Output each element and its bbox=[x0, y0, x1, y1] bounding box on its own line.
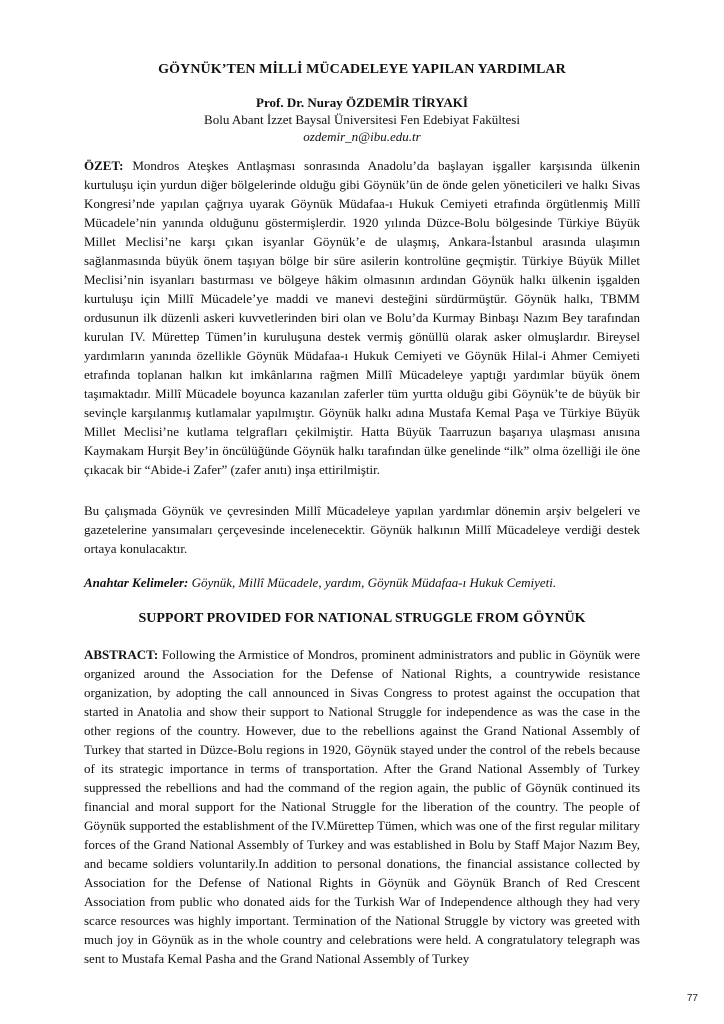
ozet-text: Mondros Ateşkes Antlaşması sonrasında Anadolu’da başlayan işgaller karşısında ülkenin kurtuluşu için yurdun diğer bölgelerinde olduğu gibi Göynük’ün de önde gelen yöneticileri ve halkı Sivas Kongresi’nde yapılan çağrıya uyarak Göynük Müdafaa-ı Hukuk Cemiyeti etrafında örgütlenmiş Millî Mücadele’nin yanında olduğunu göstermişlerdir. 1920 yılında Düzce-Bolu bölgesinde Türkiye Büyük Millet Meclisi’ne karşı çıkan isyanlar Göynük’e de ulaşmış, Ankara-İstanbul arasında ulaşımın sağlanmasında büyük önem taşıyan bölge bir süre asilerin kontrolüne geçmiştir. Türkiye Büyük Millet Meclisi’nin isyanları bastırması ve bölgeye hâkim olmasının ardından Göynük halkı ülkenin işgalden kurtuluşu için Millî Mücadele’ye maddi ve manevi desteğini sürdürmüştür. Göynük halkı, TBMM ordusunun ilk düzenli askeri kuvvetlerinden biri olan ve Bolu’da Kurmay Binbaşı Nazım Bey tarafından kurulan IV. Mürettep Tümen’in kuruluşuna destek vermiş gönüllü olarak asker olmuşlardır. Bireysel yardımların yanında özellikle Göynük Müdafaa-ı Hukuk Cemiyeti ve Göynük Hilal-i Ahmer Cemiyeti etrafında toplanan halkın kıt imkânlarına rağmen Millî Mücadeleye yaptığı yardımlar büyük önem taşımaktadır. Millî Mücadele boyunca kazanılan zaferler tüm yurtta olduğu gibi Göynük’te de büyük bir sevinçle karşılanmış kutlamalar yapılmıştır. Göynük halkı adına Mustafa Kemal Paşa ve Türkiye Büyük Millet Meclisi’ne kutlama telgrafları çekilmiştir. Hatta Büyük Taarruzun başarıya ulaşması anısına Kaymakam Hurşit Bey’in öncülüğünde Göynük halkı tarafından ülke genelinde “ilk” olma özelliği ile öne çıkacak bir “Abide-i Zafer” (zafer anıtı) inşa ettirilmiştir. bbox=[84, 158, 640, 477]
paper-page bbox=[84, 62, 640, 968]
ozet-label: ÖZET: bbox=[84, 158, 124, 173]
abstract-text: Following the Armistice of Mondros, prominent administrators and public in Göynük were organized around the Association for the Defense of National Rights, a countrywide resistance organization, by adopting the call announced in Sivas Congress to protest against the occupation that started in Anatolia and show their support to National Struggle for independence as was the case in the other regions of the country. However, due to the rebellions against the Grand National Assembly of Turkey that started in Düzce-Bolu regions in 1920, Göynük stayed under the control of the rebels because of its strategic importance in terms of transportation. After the Grand National Assembly of Turkey suppressed the rebellions and had the command of the region again, the public of Göynük continued its financial and moral support for the National Struggle for the liberation of the country. The people of Göynük supported the establishment of the IV.Mürettep Tümen, which was one of the first regular military forces of the Grand National Assembly of Turkey and was established in Bolu by Staff Major Nazım Bey, and became soldiers voluntarily.In addition to personal donations, the financial assistance collected by Association for the Defense of National Rights in Göynük and Göynük Branch of Red Crescent Association from public who donated aids for the Turkish War of Independence although they had very scarce resources was highly important. Termination of the National Struggle by victory was greeted with much joy in Göynük as in the whole country and celebrations were held. A congratulatory telegraph was sent to Mustafa Kemal Pasha and the Grand National Assembly of Turkey bbox=[84, 647, 640, 966]
ozet-paragraph-2: Bu çalışmada Göynük ve çevresinden Millî Mücadeleye yapılan yardımlar dönemin arşiv belgeleri ve gazetelerine yansımaları çerçevesinde incelenecektir. Göynük halkının Millî Mücadeleye verdiği destek ortaya konulacaktır. bbox=[84, 503, 640, 556]
page-number: 77 bbox=[686, 993, 698, 1004]
keywords-line bbox=[84, 573, 640, 592]
author-email: ozdemir_n@ibu.edu.tr bbox=[303, 129, 421, 144]
abstract-label: ABSTRACT: bbox=[84, 647, 159, 662]
keywords-label: Anahtar Kelimeler: bbox=[84, 575, 189, 590]
ozet-paragraph bbox=[84, 156, 640, 479]
author-affiliation: Bolu Abant İzzet Baysal Üniversitesi Fen Edebiyat Fakültesi bbox=[204, 112, 520, 127]
author-name: Prof. Dr. Nuray ÖZDEMİR TİRYAKİ bbox=[256, 95, 468, 110]
keywords-value: Göynük, Millî Mücadele, yardım, Göynük Müdafaa-ı Hukuk Cemiyeti. bbox=[188, 575, 557, 590]
abstract-paragraph bbox=[84, 645, 640, 968]
title-turkish: GÖYNÜK’TEN MİLLİ MÜCADELEYE YAPILAN YARDIMLAR bbox=[158, 62, 566, 77]
title-english: SUPPORT PROVIDED FOR NATIONAL STRUGGLE FROM GÖYNÜK bbox=[138, 611, 586, 626]
